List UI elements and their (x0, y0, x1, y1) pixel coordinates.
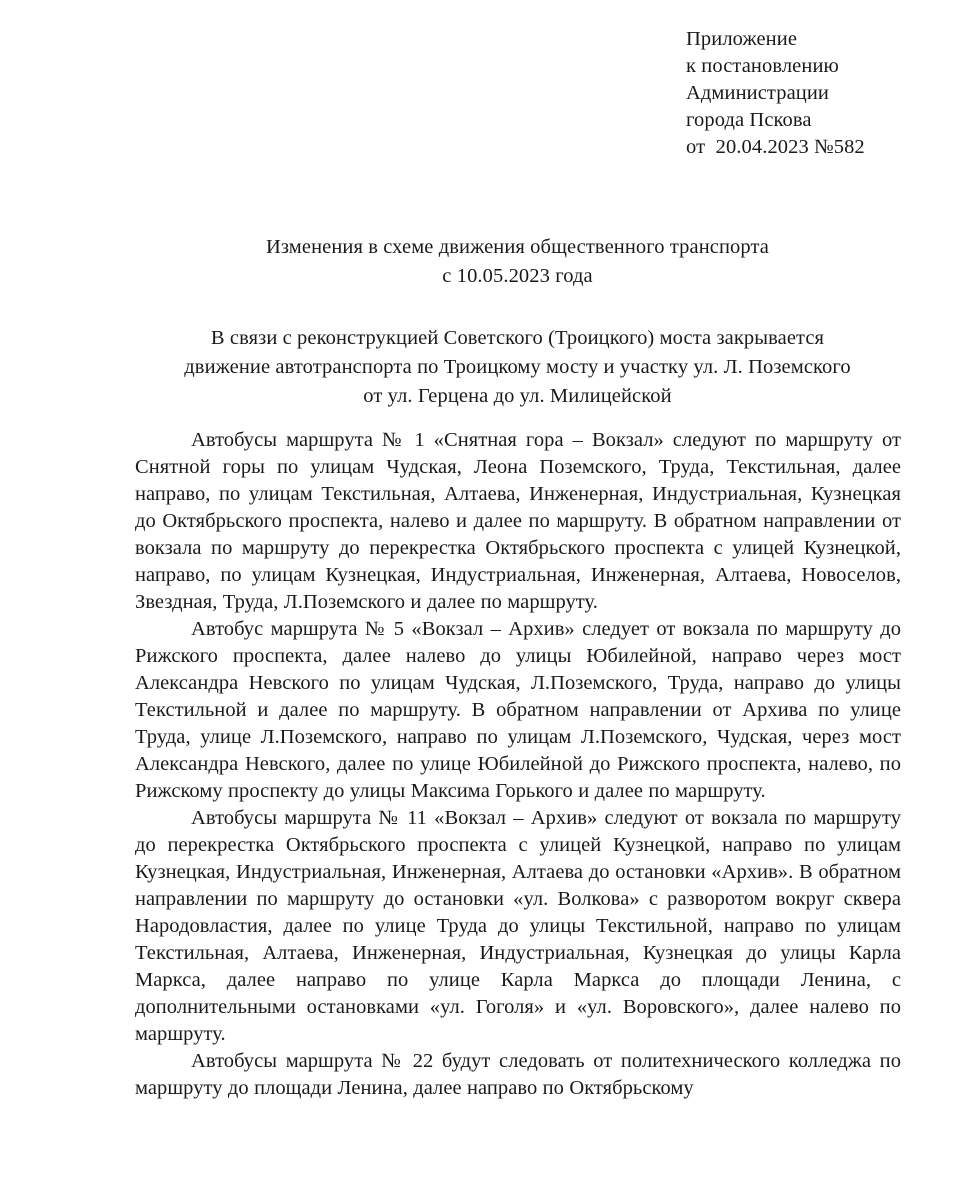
intro-line-3: от ул. Герцена до ул. Милицейской (363, 385, 672, 407)
title-line-main: Изменения в схеме движения общественного транспорта (266, 236, 769, 258)
header-line-appendix: Приложение (686, 28, 798, 50)
intro-line-2: движение автотранспорта по Троицкому мосту и участку ул. Л. Поземского (184, 356, 851, 378)
intro-line-1: В связи с реконструкцией Советского (Троицкого) моста закрывается (210, 327, 825, 349)
route-paragraph-11: Автобусы маршрута № 11 «Вокзал – Архив» следуют от вокзала по маршруту до перекрестка Октябрьского проспекта с улицей Кузнецкой, направо по улицам Кузнецкая, Индустриальная, Инженерная, Алтаева до остановки «Архив». В обратном направлении по маршруту до остановки «ул. Волкова» с разворотом вокруг сквера Народовластия, далее по улице Труда до улицы Текстильной, направо по улицам Текстильная, Алтаева, Инженерная, Индустриальная, Кузнецкая до улицы Карла Маркса, далее направо по улице Карла Маркса до площади Ленина, с дополнительными остановками «ул. Гоголя» и «ул. Воровского», далее налево по маршруту. (135, 807, 901, 1045)
header-line-date-number: от 20.04.2023 №582 (686, 136, 865, 158)
page-title (135, 233, 900, 291)
title-line-date: с 10.05.2023 года (442, 265, 593, 287)
header-line-administration: Администрации (686, 82, 829, 104)
route-paragraph-22: Автобусы маршрута № 22 будут следовать от политехнического колледжа по маршруту до площади Ленина, далее направо по Октябрьскому (135, 1050, 901, 1099)
header-line-city: города Пскова (686, 109, 812, 131)
route-paragraph-1: Автобусы маршрута № 1 «Снятная гора – Вокзал» следуют по маршруту от Снятной горы по улицам Чудская, Леона Поземского, Труда, Текстильная, далее направо, по улицам Текстильная, Алтаева, Инженерная, Индустриальная, Кузнецкая до Октябрьского проспекта, налево и далее по маршруту. В обратном направлении от вокзала по маршруту до перекрестка Октябрьского проспекта с улицей Кузнецкой, направо, по улицам Кузнецкая, Индустриальная, Инженерная, Алтаева, Новоселов, Звездная, Труда, Л.Поземского и далее по маршруту. (135, 429, 901, 613)
route-paragraph-5: Автобус маршрута № 5 «Вокзал – Архив» следует от вокзала по маршруту до Рижского проспекта, далее налево до улицы Юбилейной, направо через мост Александра Невского по улицам Чудская, Л.Поземского, Труда, направо до улицы Текстильной и далее по маршруту. В обратном направлении от Архива по улице Труда, улице Л.Поземского, направо по улицам Л.Поземского, Чудская, через мост Александра Невского, далее по улице Юбилейной до Рижского проспекта, налево, по Рижскому проспекту до улицы Максима Горького и далее по маршруту. (135, 618, 901, 802)
header-line-decree: к постановлению (686, 55, 839, 77)
route-list (135, 427, 901, 1102)
appendix-reference-header (686, 26, 936, 161)
intro-statement (135, 324, 900, 411)
